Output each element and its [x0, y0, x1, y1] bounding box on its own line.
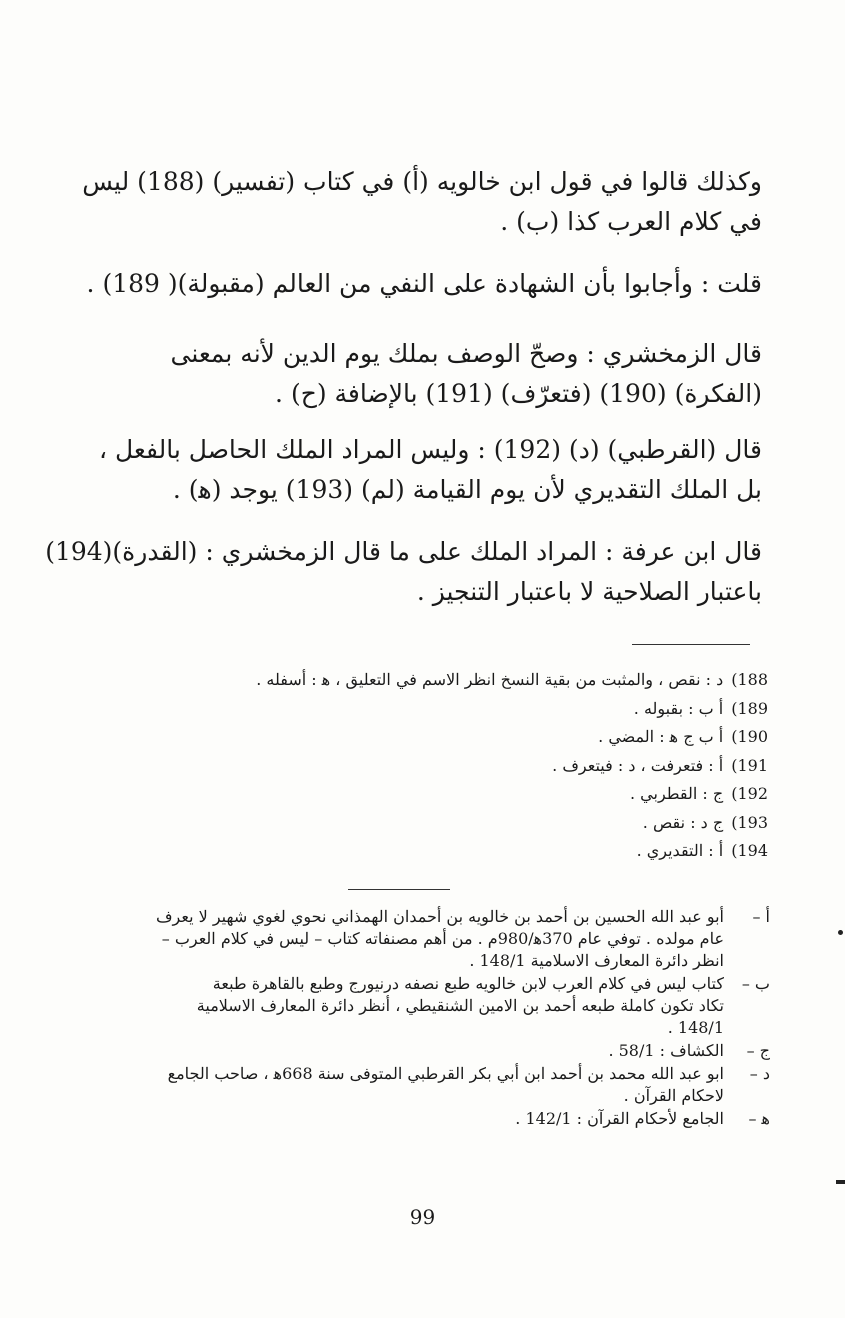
paragraph-4 [90, 430, 762, 510]
note-number: 190) [731, 727, 768, 746]
note-text: أ ب : بقبوله . [633, 698, 724, 718]
note-text: أ : التقديري . [636, 841, 724, 860]
reference-mark: ﻫ – [748, 1109, 770, 1128]
scan-speck [838, 930, 843, 935]
references-divider [348, 889, 450, 890]
reference-mark: د – [749, 1064, 770, 1083]
text-line: في كلام العرب كذا (ب) . [500, 207, 762, 236]
reference-line: كتاب ليس في كلام العرب لابن خالويه طبع نصفه درنيورج وطبع بالقاهرة طبعة [212, 974, 724, 993]
paragraph-2 [86, 264, 762, 304]
text-line: وكذلك قالوا في قول ابن خالويه (أ) في كتاب (تفسير) (188) ليس [82, 167, 762, 196]
text-line: باعتبار الصلاحية لا باعتبار التنجيز . [416, 577, 762, 606]
reference-mark: ج – [746, 1041, 770, 1060]
variant-notes [140, 666, 768, 866]
note-text: ج د : نقص . [642, 812, 724, 832]
reference-note [70, 973, 770, 1039]
reference-line: ابو عبد الله محمد بن أحمد ابن أبي بكر القرطبي المتوفى سنة 668ﻫ ، صاحب الجامع [167, 1064, 724, 1083]
variant-note [140, 809, 768, 838]
note-text: د : نقص ، والمثبت من بقية النسخ انظر الاسم في التعليق ، ﻫ : أسفله . [256, 670, 724, 689]
note-number: 194) [731, 841, 768, 860]
text-line: بل الملك التقديري لأن يوم القيامة (لم) (193) يوجد (ﻫ) . [172, 475, 762, 504]
note-number: 193) [731, 812, 768, 832]
note-number: 191) [731, 755, 768, 775]
note-text: ج : القطربي . [629, 784, 724, 803]
reference-mark: ب – [741, 974, 770, 993]
text-line: قال (القرطبي) (د) (192) : وليس المراد الملك الحاصل بالفعل ، [98, 435, 762, 464]
text-line: قال الزمخشري : وصحّ الوصف بملك يوم الدين لأنه بمعنى [170, 339, 762, 368]
notes-divider [632, 644, 750, 645]
page-number: 99 [409, 1205, 436, 1229]
reference-note [70, 1040, 770, 1062]
reference-line: 148/1 . [667, 1018, 724, 1037]
reference-note [70, 906, 770, 972]
reference-line: الجامع لأحكام القرآن : 142/1 . [515, 1109, 724, 1128]
variant-note [140, 837, 768, 866]
paragraph-3 [90, 334, 762, 414]
reference-note [70, 1108, 770, 1130]
variant-note [140, 780, 768, 809]
note-number: 189) [731, 698, 768, 718]
note-number: 192) [731, 784, 768, 803]
variant-note [140, 695, 768, 724]
reference-notes [70, 906, 770, 1131]
paragraph-5 [45, 532, 762, 612]
reference-line: عام مولده . توفي عام 370ﻫ/980م . من أهم مصنفاته كتاب – ليس في كلام العرب – [161, 929, 724, 948]
scan-mark [836, 1180, 845, 1184]
reference-note [70, 1063, 770, 1107]
variant-note [140, 752, 768, 781]
variant-note [140, 666, 768, 695]
reference-line: الكشاف : 58/1 . [608, 1041, 724, 1060]
note-text: أ ب ج ﻫ : المضي . [598, 727, 724, 746]
note-number: 188) [731, 670, 768, 689]
reference-line: انظر دائرة المعارف الاسلامية 148/1 . [469, 951, 724, 970]
reference-line: أبو عبد الله الحسين بن أحمد بن خالويه بن أحمدان الهمذاني نحوي لغوي شهير لا يعرف [155, 907, 724, 926]
text-line: (الفكرة) (190) (فتعرّف) (191) بالإضافة (ح) . [275, 379, 762, 408]
reference-line: تكاد تكون كاملة طبعه أحمد بن الامين الشنقيطي ، أنظر دائرة المعارف الاسلامية [196, 996, 724, 1015]
variant-note [140, 723, 768, 752]
text-line: قال ابن عرفة : المراد الملك على ما قال الزمخشري : (القدرة)(194) [45, 537, 762, 566]
note-text: أ : فتعرفت ، د : فيتعرف . [552, 755, 724, 775]
reference-line: لاحكام القرآن . [623, 1086, 724, 1105]
text-line: قلت : وأجابوا بأن الشهادة على النفي من العالم (مقبولة)( 189) . [86, 269, 762, 298]
paragraph-1 [82, 162, 762, 242]
reference-mark: أ – [752, 907, 770, 926]
